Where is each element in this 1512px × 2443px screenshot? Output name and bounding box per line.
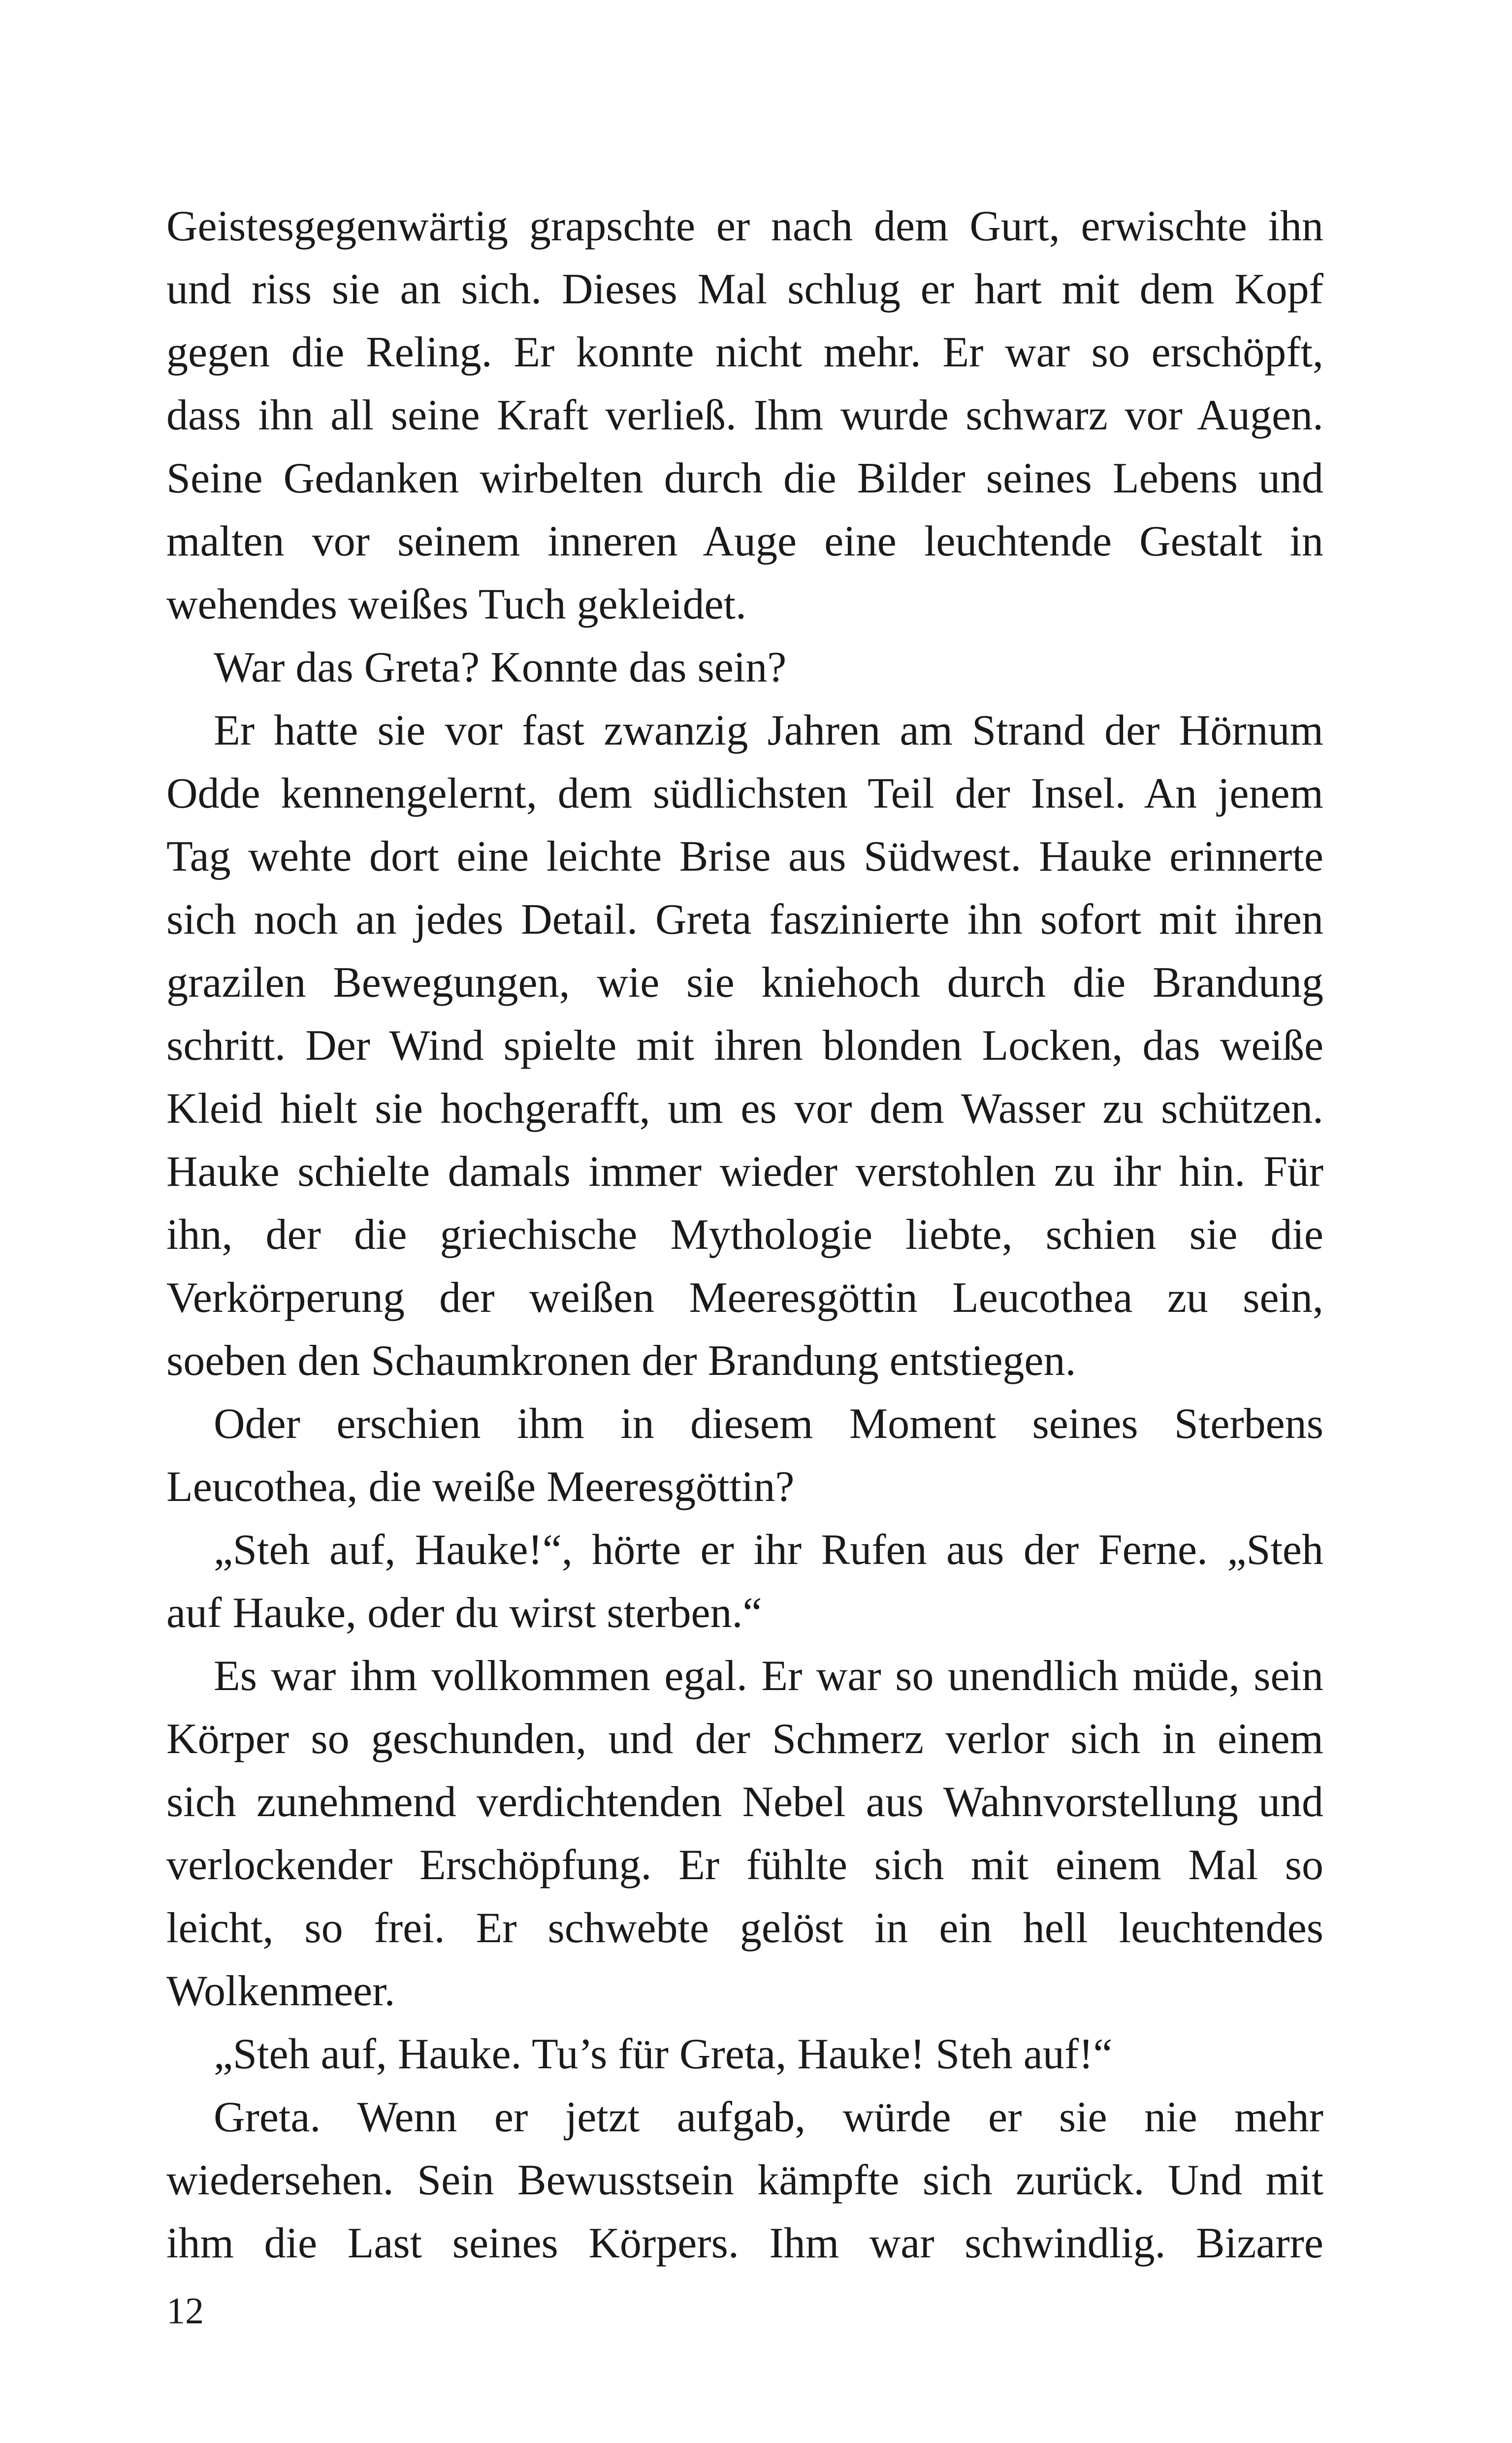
text-line: „Steh auf, Hauke. Tu’s für Greta, Hauke! Steh auf!“ (214, 2030, 1113, 2078)
text-line: Er hatte sie vor fast zwanzig Jahren am Strand der Hörnum (214, 707, 1323, 754)
text-line: Oder erschien ihm in diesem Moment seines Sterbens (214, 1400, 1323, 1448)
body-text (166, 195, 1323, 2275)
text-line: War das Greta? Konnte das sein? (214, 644, 787, 691)
text-line: grazilen Bewegungen, wie sie kniehoch durch die Brandung (166, 959, 1323, 1007)
text-line: ihn, der die griechische Mythologie liebte, schien sie die (166, 1211, 1323, 1259)
text-line: sich zunehmend verdichtenden Nebel aus Wahnvorstellung und (166, 1778, 1323, 1826)
page-number: 12 (166, 2290, 204, 2332)
text-line: Es war ihm vollkommen egal. Er war so unendlich müde, sein (214, 1652, 1323, 1700)
text-line: verlockender Erschöpfung. Er fühlte sich mit einem Mal so (166, 1841, 1323, 1889)
text-line: Leucothea, die weiße Meeresgöttin? (166, 1463, 795, 1511)
text-line: Seine Gedanken wirbelten durch die Bilder seines Lebens und (166, 455, 1323, 502)
text-line: Kleid hielt sie hochgerafft, um es vor dem Wasser zu schützen. (166, 1085, 1323, 1133)
text-line: wehendes weißes Tuch gekleidet. (166, 581, 746, 628)
text-line: Wolkenmeer. (166, 1967, 395, 2015)
text-line: Greta. Wenn er jetzt aufgab, würde er sie nie mehr (214, 2093, 1323, 2141)
text-line: Körper so geschunden, und der Schmerz verlor sich in einem (166, 1715, 1323, 1763)
text-line: Hauke schielte damals immer wieder verstohlen zu ihr hin. Für (166, 1148, 1323, 1196)
text-line: dass ihn all seine Kraft verließ. Ihm wurde schwarz vor Augen. (166, 391, 1323, 439)
text-line: wiedersehen. Sein Bewusstsein kämpfte sich zurück. Und mit (166, 2156, 1323, 2204)
text-line: auf Hauke, oder du wirst sterben.“ (166, 1589, 762, 1637)
text-line: Verkörperung der weißen Meeresgöttin Leucothea zu sein, (166, 1274, 1323, 1322)
text-line: ihm die Last seines Körpers. Ihm war schwindlig. Bizarre (166, 2219, 1323, 2267)
text-line: und riss sie an sich. Dieses Mal schlug er hart mit dem Kopf (166, 265, 1323, 313)
text-line: sich noch an jedes Detail. Greta faszinierte ihn sofort mit ihren (166, 896, 1323, 944)
text-line: Geistesgegenwärtig grapschte er nach dem Gurt, erwischte ihn (166, 202, 1323, 250)
text-line: schritt. Der Wind spielte mit ihren blonden Locken, das weiße (166, 1022, 1323, 1070)
text-line: malten vor seinem inneren Auge eine leuchtende Gestalt in (166, 518, 1323, 565)
text-line: gegen die Reling. Er konnte nicht mehr. Er war so erschöpft, (166, 328, 1323, 376)
text-line: Odde kennengelernt, dem südlichsten Teil der Insel. An jenem (166, 770, 1323, 817)
text-line: Tag wehte dort eine leichte Brise aus Südwest. Hauke erinnerte (166, 833, 1323, 880)
text-line: „Steh auf, Hauke!“, hörte er ihr Rufen aus der Ferne. „Steh (214, 1526, 1323, 1574)
text-line: soeben den Schaumkronen der Brandung entstiegen. (166, 1337, 1076, 1385)
text-line: leicht, so frei. Er schwebte gelöst in ein hell leuchtendes (166, 1904, 1323, 1952)
